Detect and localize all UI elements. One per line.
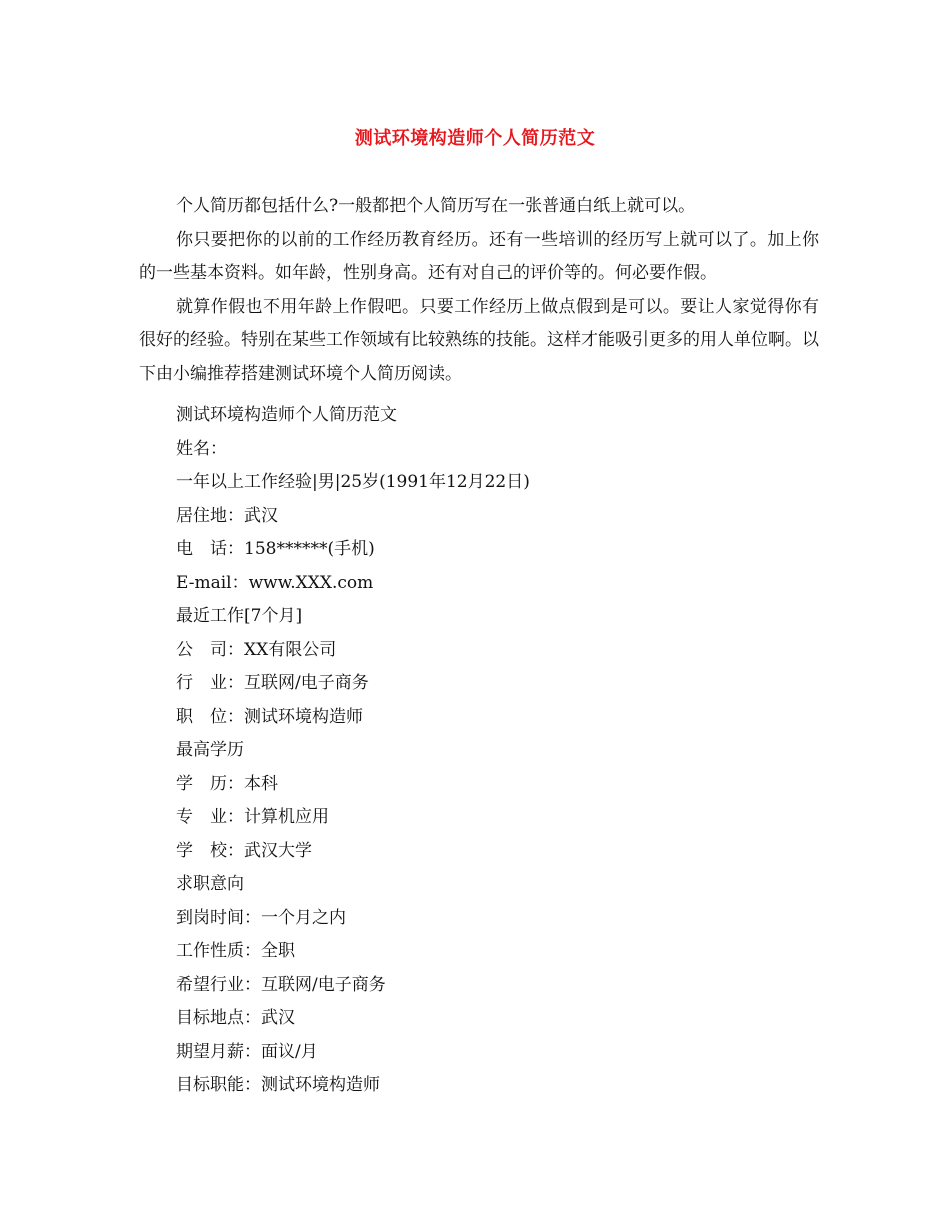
document-title: 测试环境构造师个人简历范文: [354, 128, 596, 149]
education-heading: 最高学历: [176, 740, 244, 760]
target-location-line: 目标地点：武汉: [176, 1008, 295, 1028]
intro-paragraph: 就算作假也不用年龄上作假吧。只要工作经历上做点假到是可以。要让人家觉得你有很好的经验。特别在某些工作领域有比较熟练的技能。这样才能吸引更多的用人单位啊。以下由小编推荐搭建测试环境个人简历阅读。: [139, 296, 819, 384]
name-line: 姓名：: [176, 438, 227, 459]
expected-salary-line: 期望月薪：面议/月: [176, 1041, 318, 1062]
recent-work-heading: 最近工作[7个月]: [176, 606, 303, 626]
intro-section: [139, 190, 819, 391]
job-intention-heading: 求职意向: [176, 874, 244, 894]
email-line: E-mail：www.XXX.com: [176, 572, 374, 593]
experience-summary-line: 一年以上工作经验|男|25岁(1991年12月22日): [176, 472, 530, 492]
resume-heading: 测试环境构造师个人简历范文: [176, 405, 397, 425]
position-line: 职 位：测试环境构造师: [176, 706, 363, 727]
industry-line: 行 业：互联网/电子商务: [176, 673, 369, 693]
target-role-line: 目标职能：测试环境构造师: [176, 1075, 380, 1095]
phone-line: 电 话：158******(手机): [176, 539, 375, 559]
job-type-line: 工作性质：全职: [176, 941, 295, 961]
resume-lines: [176, 399, 530, 1103]
school-line: 学 校：武汉大学: [176, 840, 312, 861]
degree-line: 学 历：本科: [176, 773, 278, 794]
intro-paragraph: 个人简历都包括什么?一般都把个人简历写在一张普通白纸上就可以。: [176, 196, 696, 216]
desired-industry-line: 希望行业：互联网/电子商务: [176, 974, 386, 995]
company-line: 公 司：XX有限公司: [176, 639, 337, 660]
residence-line: 居住地：武汉: [176, 505, 278, 526]
intro-paragraph: 你只要把你的以前的工作经历教育经历。还有一些培训的经历写上就可以了。加上你的一些基本资料。如年龄，性别身高。还有对自己的评价等的。何必要作假。: [139, 229, 819, 283]
major-line: 专 业：计算机应用: [176, 807, 329, 827]
start-time-line: 到岗时间：一个月之内: [176, 907, 346, 928]
